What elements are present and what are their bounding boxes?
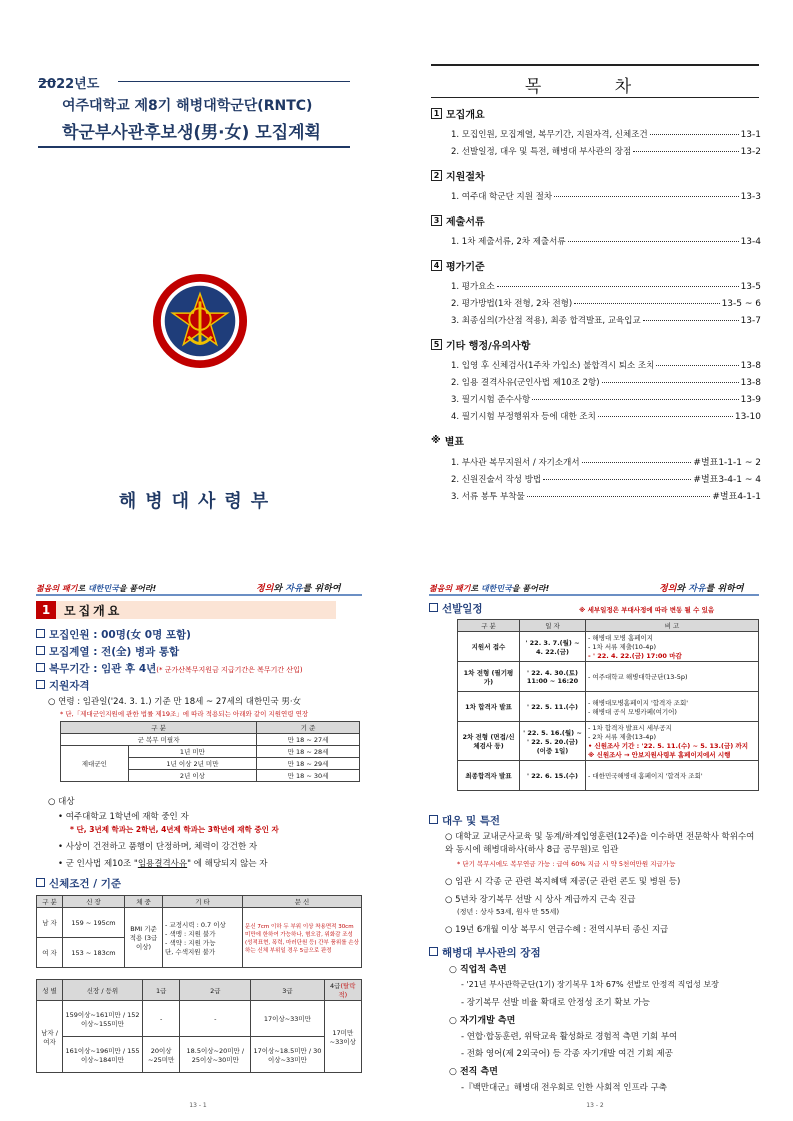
toc-item[interactable] bbox=[451, 280, 761, 292]
cover-title-line1: 여주대학교 제8기 해병대학군단(RNTC) bbox=[62, 98, 313, 114]
perk-2: ○ 임관 시 각종 군 관련 복지혜택 제공(군 관련 콘도 및 병원 등) bbox=[445, 877, 681, 887]
toc-leader-dots bbox=[543, 479, 691, 480]
toc-leader-dots bbox=[650, 134, 739, 135]
toc-item-label: 2. 선발일정, 대우 및 특전, 해병대 부사관의 장점 bbox=[451, 147, 632, 157]
toc-item-label: 1. 여주대 학군단 지원 절차 bbox=[451, 192, 553, 202]
toc-item-page: 13-9 bbox=[740, 395, 761, 405]
perk-3-note: (정년 : 상사 53세, 원사 만 55세) bbox=[457, 908, 560, 916]
bmi-cell: 18.5이상~20미만 / 25이상~30미만 bbox=[180, 1037, 251, 1073]
cover-year: 2022년도 bbox=[38, 77, 100, 92]
toc-section bbox=[431, 337, 530, 352]
header-motto: 정의와 자유를 위하여 bbox=[256, 584, 341, 594]
cover-rule-bottom bbox=[38, 146, 350, 148]
bmi-cell: - bbox=[180, 1001, 251, 1037]
merit-career: ○ 직업적 측면 bbox=[449, 965, 507, 975]
bmi-cell: - bbox=[143, 1001, 180, 1037]
schedule-page bbox=[397, 561, 793, 1121]
toc-item[interactable] bbox=[451, 359, 761, 371]
merit-self-dev-1: - 연합·합동훈련, 위탁교육 활성화로 경험적 측면 기회 부여 bbox=[461, 1032, 678, 1042]
toc-section-title: 평가기준 bbox=[446, 262, 485, 273]
target-3: • 군 인사법 제10조 "임용결격사유" 에 해당되지 않는 자 bbox=[58, 859, 268, 869]
table-row bbox=[458, 692, 759, 722]
merit-career-1: - '21년 부사관학군단(1기) 장기복무 1차 67% 선발로 안정적 직업성 보장 bbox=[461, 980, 719, 989]
toc-section bbox=[431, 258, 485, 273]
header-slogan: 젊음의 패기로 대한민국을 품어라! bbox=[36, 584, 157, 593]
age-cell: 2년 이상 bbox=[128, 770, 256, 782]
toc-leader-dots bbox=[532, 399, 738, 400]
toc-item-label: 1. 모집인원, 모집계열, 복무기간, 지원자격, 신체조건 bbox=[451, 130, 648, 140]
sched-highlight: • 신원조사 기간 : '22. 5. 11.(수) ~ 5. 13.(금) 까지 ※ 신원조사 → 안보지원사령부 홈페이지에서 시행 bbox=[588, 742, 749, 759]
service-period: 복무기간 : 임관 후 4년(* 군가산복무지원금 지급기간은 복무기간 산입) bbox=[36, 661, 303, 676]
toc-item[interactable] bbox=[451, 489, 761, 502]
toc-leader-dots bbox=[643, 320, 739, 321]
sched-note: - 1차 합격자 발표시 세부공지 bbox=[588, 724, 672, 732]
body-weight: BMI 기준 적용 (3급 이상) bbox=[125, 908, 163, 968]
toc-section-title: 제출서류 bbox=[446, 217, 485, 228]
perk-1-note: * 단기 복무시에도 복무연금 가능 : 급여 60% 지급 시 약 5천여만원 지급가능 bbox=[457, 860, 676, 868]
perk-4: ○ 19년 6개월 이상 복무시 연금수혜 : 전역시부터 종신 지급 bbox=[445, 925, 669, 935]
sched-notes bbox=[586, 722, 759, 761]
bmi-header: 3급 bbox=[251, 980, 324, 1001]
table-row bbox=[458, 662, 759, 692]
toc-section-title: 기타 행정/유의사항 bbox=[446, 341, 531, 352]
perks-title: 대우 및 특전 bbox=[429, 813, 500, 828]
toc-item-label: 3. 최종심의(가산점 적용), 최종 합격발표, 교육입교 bbox=[451, 316, 641, 326]
body-header: 기 타 bbox=[163, 896, 243, 908]
toc-leader-dots bbox=[656, 365, 738, 366]
toc-section-number: 3 bbox=[431, 215, 442, 226]
sched-header: 비 고 bbox=[586, 620, 759, 632]
merit-transition-1: -『백만대군』해병대 전우회로 인한 사회적 인프라 구축 bbox=[461, 1083, 668, 1093]
toc-section bbox=[431, 433, 464, 448]
age-cell: 만 18 ~ 30세 bbox=[257, 770, 360, 782]
toc-section-title: 지원절차 bbox=[446, 172, 485, 183]
toc-item-page: 13-8 bbox=[740, 361, 761, 371]
merit-career-2: - 장기복무 선발 비율 확대로 안정성 조기 확보 가능 bbox=[461, 998, 650, 1008]
eligibility: 지원자격 bbox=[36, 678, 90, 693]
bmi-cell: 17이상~33미만 bbox=[251, 1001, 324, 1037]
table-row bbox=[458, 761, 759, 791]
toc-item-label: 1. 부사관 복무지원서 / 자기소개서 bbox=[451, 458, 580, 468]
toc-item[interactable] bbox=[451, 393, 761, 405]
sched-date: ' 22. 6. 15.(수) bbox=[520, 761, 586, 791]
toc-item-label: 4. 필기시험 부정행위자 등에 대한 조치 bbox=[451, 412, 596, 422]
sched-header: 일 자 bbox=[520, 620, 586, 632]
header-rule bbox=[36, 594, 362, 596]
sched-label: 2차 전형 (면접/신체검사 등) bbox=[458, 722, 520, 761]
table-row bbox=[458, 722, 759, 761]
sched-note: - 해병대 공식 모병카페(여기어) bbox=[588, 707, 677, 716]
recruit-count: 모집인원 : 00명(女 0명 포함) bbox=[36, 627, 191, 642]
merit-transition: ○ 전직 측면 bbox=[449, 1067, 498, 1077]
age-line: ○ 연령 : 임관일('24. 3. 1.) 기준 만 18세 ~ 27세의 대한민국 男·女 bbox=[48, 697, 302, 707]
cover-title-line2: 학군부사관후보생(男·女) 모집계획 bbox=[62, 123, 321, 143]
age-cell: 만 18 ~ 27세 bbox=[257, 734, 360, 746]
body-header: 구 분 bbox=[37, 896, 63, 908]
toc-leader-dots bbox=[497, 286, 739, 287]
bmi-header: 2급 bbox=[180, 980, 251, 1001]
sched-highlight: - ' 22. 4. 22.(금) 17:00 마감 bbox=[588, 652, 682, 660]
body-tattoo: 문신 7cm 이하 두 부위 이상 착용면적 30cm 미만에 한하여 가능하나, 혐오감, 위화감 조성 (성적표현, 폭력, 마러단원 등) 간부 품위를 손상하는 신체 부위일 경우 5급으로 판정 bbox=[243, 908, 362, 968]
table-row bbox=[458, 632, 759, 662]
bmi-cell: 17이상~18.5미만 / 30이상~33미만 bbox=[251, 1037, 324, 1073]
sched-date: ' 22. 5. 11.(수) bbox=[520, 692, 586, 722]
bmi-header: 1급 bbox=[143, 980, 180, 1001]
toc-leader-dots bbox=[574, 303, 719, 304]
toc-item-page: 13-2 bbox=[740, 147, 761, 157]
sched-label: 최종합격자 발표 bbox=[458, 761, 520, 791]
toc-leader-dots bbox=[602, 382, 739, 383]
schedule-table bbox=[457, 619, 759, 791]
sched-note: - 2차 서류 제출(13-4p) bbox=[588, 733, 657, 741]
toc-leader-dots bbox=[554, 196, 739, 197]
perk-1: ○ 대학교 교내군사교육 및 동계/하계입영훈련(12주)을 이수하면 전문학사 학위수여와 동시에 해병대하사(하사 8급 공무원)로 임관 bbox=[445, 832, 755, 855]
perk-3: ○ 5년차 장기복무 선발 시 상사 계급까지 근속 진급 bbox=[445, 895, 636, 905]
header-motto: 정의와 자유를 위하여 bbox=[659, 584, 744, 594]
body-cell: 153 ~ 183cm bbox=[63, 938, 125, 968]
body-cell: 159 ~ 195cm bbox=[63, 908, 125, 938]
age-note: * 단,「제대군인지원에 관한 법률 제19조」에 따라 적용되는 아래와 같이 지원연령 연장 bbox=[60, 710, 309, 718]
sched-date: ' 22. 5. 16.(월) ~ ' 22. 5. 20.(금) (이중 1일) bbox=[520, 722, 586, 761]
toc-item-label: 2. 평가방법(1차 전형, 2차 전형) bbox=[451, 299, 573, 309]
toc-item-label: 3. 필기시험 준수사항 bbox=[451, 395, 531, 405]
toc-item[interactable] bbox=[451, 235, 761, 247]
bmi-cell: 161이상~196미만 / 155이상~184미만 bbox=[63, 1037, 143, 1073]
body-header: 신 장 bbox=[63, 896, 125, 908]
toc-item[interactable] bbox=[451, 455, 761, 468]
toc-leader-dots bbox=[582, 462, 692, 463]
target-1: • 여주대학교 1학년에 재학 중인 자 bbox=[58, 812, 189, 822]
toc-item[interactable] bbox=[451, 297, 761, 309]
age-cell: 만 18 ~ 29세 bbox=[257, 758, 360, 770]
age-cell: 1년 미만 bbox=[128, 746, 256, 758]
age-group: 제대군인 bbox=[61, 746, 129, 782]
toc-item-label: 1. 평가요소 bbox=[451, 282, 495, 292]
toc-leader-dots bbox=[568, 241, 739, 242]
toc-title: 목 차 bbox=[431, 64, 759, 98]
cover-page bbox=[0, 0, 396, 560]
body-other: - 교정시력 : 0.7 이상 - 색맹 : 지원 불가 - 색약 : 지원 가능 단, 수색지원 불가 bbox=[163, 908, 243, 968]
cover-organization: 해병대사령부 bbox=[118, 491, 278, 512]
toc-item[interactable] bbox=[451, 472, 761, 485]
toc-item-label: 1. 1차 제출서류, 2차 제출서류 bbox=[451, 237, 566, 247]
body-header: 문 신 bbox=[243, 896, 362, 908]
sched-notes bbox=[586, 662, 759, 692]
merit-self-dev: ○ 자기개발 측면 bbox=[449, 1016, 516, 1026]
body-cell: 남 자 bbox=[37, 908, 63, 938]
toc-item-page: 13-5 ~ 6 bbox=[721, 299, 761, 309]
toc-item[interactable] bbox=[451, 190, 761, 202]
body-condition-title: 신체조건 / 기준 bbox=[36, 876, 121, 891]
age-cell: 1년 이상 2년 미만 bbox=[128, 758, 256, 770]
toc-item-page: 13-3 bbox=[740, 192, 761, 202]
age-cell: 군 복무 미필자 bbox=[61, 734, 257, 746]
sched-note: - 1차 서류 제출(10-4p) bbox=[588, 643, 657, 651]
merits-title: 해병대 부사관의 장점 bbox=[429, 945, 541, 960]
toc-leader-dots bbox=[527, 496, 711, 497]
marine-corps-emblem bbox=[151, 272, 249, 370]
toc-leader-dots bbox=[633, 151, 738, 152]
sched-note: - 해병대 모병 홈페이지 bbox=[588, 634, 654, 642]
recruit-overview-page bbox=[0, 561, 396, 1121]
toc-section bbox=[431, 213, 485, 228]
toc-section-number: 2 bbox=[431, 170, 442, 181]
bmi-header: 4급(탈락적) bbox=[324, 980, 361, 1001]
toc-item-label: 2. 신원진술서 작성 방법 bbox=[451, 475, 542, 485]
target-2: • 사상이 건전하고 품행이 단정하며, 체력이 강건한 자 bbox=[58, 842, 258, 852]
recruit-branch: 모집계열 : 전(全) 병과 통합 bbox=[36, 644, 179, 659]
bmi-grade4: 17미만~33이상 bbox=[324, 1001, 361, 1073]
body-table bbox=[36, 895, 362, 968]
toc-item[interactable] bbox=[451, 376, 761, 388]
toc-item-page: #별표3-4-1 ~ 4 bbox=[693, 475, 761, 485]
toc-section-number: 1 bbox=[431, 108, 442, 119]
toc-item-page: 13-8 bbox=[740, 378, 761, 388]
bmi-header-diag: 신장 / 등위 bbox=[63, 980, 143, 1001]
body-header: 체 중 bbox=[125, 896, 163, 908]
section-number: 1 bbox=[36, 601, 56, 619]
toc-item[interactable] bbox=[451, 145, 761, 157]
toc-section-number: 4 bbox=[431, 260, 442, 271]
sched-notes bbox=[586, 692, 759, 722]
toc-item-page: 13-1 bbox=[740, 130, 761, 140]
sched-note: - 대한민국해병대 홈페이지 '합격자 조회' bbox=[588, 772, 703, 780]
cover-rule-top bbox=[118, 81, 350, 82]
toc-section bbox=[431, 168, 485, 183]
toc-item[interactable] bbox=[451, 128, 761, 140]
bmi-header: 성 별 bbox=[37, 980, 63, 1001]
toc-section bbox=[431, 106, 485, 121]
target-1-note: * 단, 3년제 학과는 2학년, 4년제 학과는 3학년에 재학 중인 자 bbox=[70, 825, 279, 834]
toc-section-number: ※ bbox=[431, 435, 441, 446]
sched-notes bbox=[586, 761, 759, 791]
toc-item-page: 13-5 bbox=[740, 282, 761, 292]
target-label: ○ 대상 bbox=[48, 797, 75, 807]
toc-item-page: 13-7 bbox=[740, 316, 761, 326]
page-footer: 13 - 2 bbox=[586, 1102, 604, 1109]
header-rule bbox=[429, 594, 759, 596]
toc-item-page: #별표4-1-1 bbox=[712, 492, 761, 502]
toc-leader-dots bbox=[598, 416, 733, 417]
bmi-cell: 20이상~25미만 bbox=[143, 1037, 180, 1073]
merit-self-dev-2: - 전화 영어(제 2외국어) 등 각종 자기개발 여건 기회 제공 bbox=[461, 1049, 673, 1059]
toc-item-page: 13-4 bbox=[740, 237, 761, 247]
sched-header: 구 분 bbox=[458, 620, 520, 632]
toc-item-page: #별표1-1-1 ~ 2 bbox=[693, 458, 761, 468]
section-banner bbox=[36, 601, 336, 619]
toc-item[interactable] bbox=[451, 410, 761, 422]
schedule-note: ※ 세부일정은 부대사정에 따라 변동 될 수 있음 bbox=[579, 606, 715, 614]
toc-section-title: 모집개요 bbox=[446, 110, 485, 121]
sched-date: ' 22. 3. 7.(월) ~ 4. 22.(금) bbox=[520, 632, 586, 662]
page-footer: 13 - 1 bbox=[189, 1102, 207, 1109]
bmi-cell: 159이상~161미만 / 152이상~155미만 bbox=[63, 1001, 143, 1037]
toc-item-label: 2. 임용 결격사유(군인사법 제10조 2항) bbox=[451, 378, 600, 388]
toc-item[interactable] bbox=[451, 314, 761, 326]
sched-notes bbox=[586, 632, 759, 662]
toc-item-label: 1. 입영 후 신체검사(1주차 가입소) 불합격시 퇴소 조치 bbox=[451, 361, 655, 371]
toc-section-title: 별표 bbox=[444, 437, 465, 448]
section-title: 모집개요 bbox=[64, 603, 123, 618]
bmi-table bbox=[36, 979, 362, 1073]
sched-note: - 해병대모병홈페이지 '합격자 조회' bbox=[588, 698, 689, 707]
body-cell: 여 자 bbox=[37, 938, 63, 968]
toc-item-page: 13-10 bbox=[734, 412, 761, 422]
age-header-type: 구 분 bbox=[61, 722, 257, 734]
age-cell: 만 18 ~ 28세 bbox=[257, 746, 360, 758]
sched-note: - 여주대학교 해병대학군단(13-5p) bbox=[588, 673, 688, 681]
sched-label: 지원서 접수 bbox=[458, 632, 520, 662]
age-table bbox=[60, 721, 360, 782]
toc-page bbox=[397, 0, 793, 560]
sched-date: ' 22. 4. 30.(토) 11:00 ~ 16:20 bbox=[520, 662, 586, 692]
bmi-group: 남자 / 여자 bbox=[37, 1001, 63, 1073]
age-header-criteria: 기 준 bbox=[257, 722, 360, 734]
toc-section-number: 5 bbox=[431, 339, 442, 350]
schedule-title: 선발일정 bbox=[429, 601, 483, 616]
sched-label: 1차 전형 (필기평가) bbox=[458, 662, 520, 692]
sched-label: 1차 합격자 발표 bbox=[458, 692, 520, 722]
toc-item-label: 3. 서류 봉투 부착물 bbox=[451, 492, 525, 502]
header-slogan: 젊음의 패기로 대한민국을 품어라! bbox=[429, 584, 550, 593]
